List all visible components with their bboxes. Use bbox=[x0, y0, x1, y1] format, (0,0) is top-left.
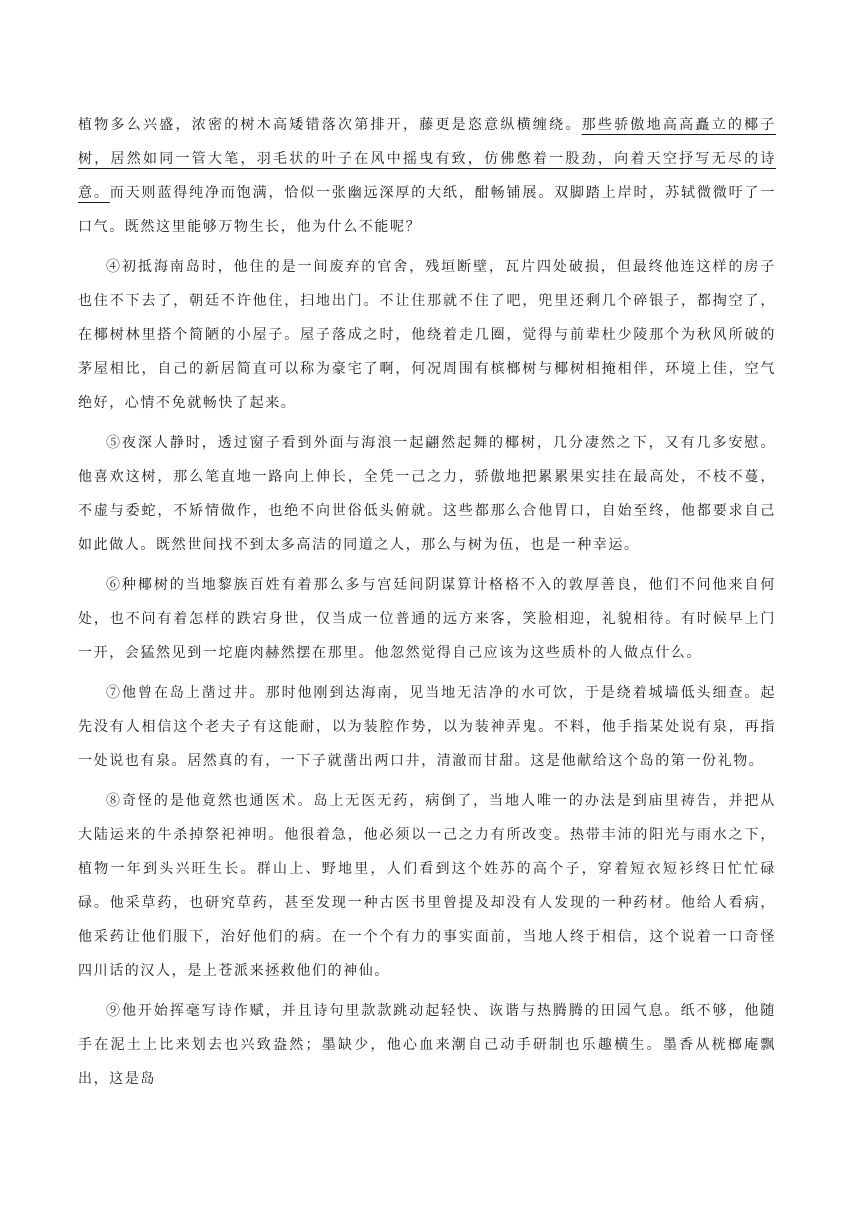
document-page bbox=[78, 108, 776, 1102]
paragraph-7: ⑦他曾在岛上凿过井。那时他刚到达海南，见当地无洁净的水可饮，于是绕着城墙低头细查。起先没有人相信这个老夫子有这能耐，以为装腔作势，以为装神弄鬼。不料，他手指某处说有泉，再指一处说也有泉。居然真的有，一下子就凿出两口井，清澈而甘甜。这是他献给这个岛的第一份礼物。 bbox=[78, 685, 776, 769]
paragraph-6: ⑥种椰树的当地黎族百姓有着那么多与宫廷间阴谋算计格格不入的敦厚善良，他们不问他来自何处，也不问有着怎样的跌宕身世，仅当成一位普通的远方来客，笑脸相迎，礼貌相待。有时候早上门一开，会猛然见到一坨鹿肉赫然摆在那里。他忽然觉得自己应该为这些质朴的人做点什么。 bbox=[78, 577, 776, 661]
underlined-sentence: 那些骄傲地高高矗立的椰子树，居然如同一管大笔，羽毛状的叶子在风中摇曳有致，仿佛憋着一股劲，向着天空抒写无尽的诗意。 bbox=[78, 117, 776, 201]
paragraph-8: ⑧奇怪的是他竟然也通医术。岛上无医无药，病倒了，当地人唯一的办法是到庙里祷告，并把从大陆运来的牛杀掉祭祀神明。他很着急，他必须以一己之力有所改变。热带丰沛的阳光与雨水之下，植物一年到头兴旺生长。群山上、野地里，人们看到这个姓苏的高个子，穿着短衣短衫终日忙忙碌碌。他采草药，也研究草药，甚至发现一种古医书里曾提及却没有人发现的一种药材。他给人看病，他采药让他们服下，治好他们的病。在一个个有力的事实面前，当地人终于相信，这个说着一口奇怪四川话的汉人，是上苍派来拯救他们的神仙。 bbox=[78, 793, 776, 979]
paragraph-9: ⑨他开始挥毫写诗作赋，并且诗句里款款跳动起轻快、诙谐与热腾腾的田园气息。纸不够，他随手在泥土上比来划去也兴致盎然；墨缺少，他心血来潮自己动手研制也乐趣横生。墨香从桄榔庵飘出，这是岛 bbox=[78, 1003, 776, 1087]
paragraph-continued-tail: 而天则蓝得纯净而饱满，恰似一张幽远深厚的大纸，酣畅铺展。双脚踏上岸时，苏轼微微吁了一口气。既然这里能够万物生长，他为什么不能呢？ bbox=[78, 185, 777, 235]
paragraph-continued-lead: 植物多么兴盛，浓密的树木高矮错落次第排开，藤更是恣意纵横缠绕。 bbox=[78, 117, 582, 133]
paragraph-continued bbox=[78, 108, 776, 244]
paragraph-4: ④初抵海南岛时，他住的是一间废弃的官舍，残垣断壁，瓦片四处破损，但最终他连这样的房子也住不下去了，朝廷不许他住，扫地出门。不让住那就不住了吧，兜里还剩几个碎银子，都掏空了，在椰树林里搭个简陋的小屋子。屋子落成之时，他绕着走几圈，觉得与前辈杜少陵那个为秋风所破的茅屋相比，自己的新居简直可以称为豪宅了啊，何况周围有槟榔树与椰树相掩相伴，环境上佳，空气绝好，心情不免就畅快了起来。 bbox=[78, 259, 776, 411]
paragraph-5: ⑤夜深人静时，透过窗子看到外面与海浪一起翩然起舞的椰树，几分凄然之下，又有几多安慰。他喜欢这树，那么笔直地一路向上伸长，全凭一己之力，骄傲地把累累果实挂在最高处，不枝不蔓，不虚与委蛇，不矫情做作，也绝不向世俗低头俯就。这些都那么合他胃口，自始至终，他都要求自己如此做人。既然世间找不到太多高洁的同道之人，那么与树为伍，也是一种幸运。 bbox=[78, 435, 776, 553]
